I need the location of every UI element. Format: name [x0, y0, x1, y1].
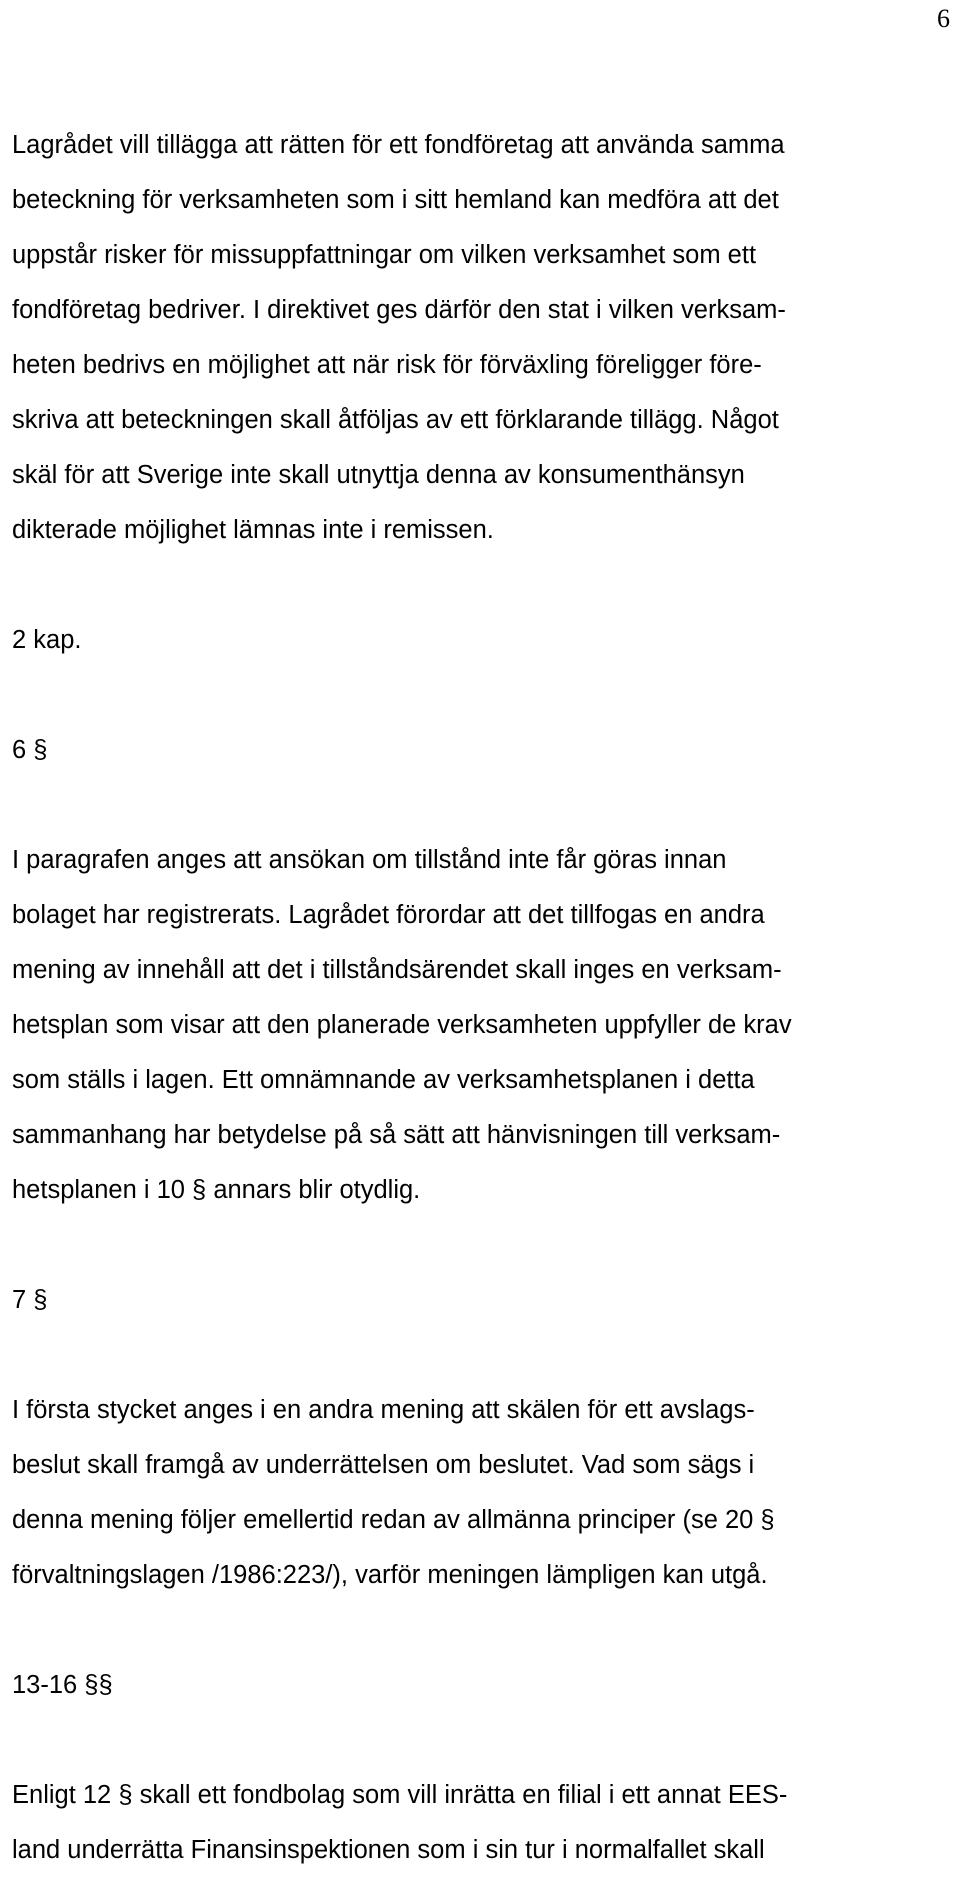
section-heading-13-16: 13-16 §§ [12, 1671, 113, 1699]
paragraph-4: Enligt 12 § skall ett fondbolag som vill inrätta en filial i ett annat EES- land underrätta Finansinspektionen som i sin tur i normalfallet skall [12, 1781, 788, 1864]
chapter-heading: 2 kap. [12, 626, 82, 654]
document-body [12, 118, 940, 1878]
paragraph-3: I första stycket anges i en andra mening att skälen för ett avslags- beslut skall framgå av underrättelsen om beslutet. Vad som sägs i denna mening följer emellertid redan av allmänna principer (se 20 § förvaltningslagen /1986:223/), varför meningen lämpligen kan utgå. [12, 1396, 775, 1589]
paragraph-spacer [12, 558, 940, 613]
paragraph-spacer [12, 778, 940, 833]
paragraph-spacer [12, 1603, 940, 1658]
paragraph-1: Lagrådet vill tillägga att rätten för ett fondföretag att använda samma beteckning för verksamheten som i sitt hemland kan medföra att det uppstår risker för missuppfattningar om vilken verksamhet som ett fondföretag bedriver. I direktivet ges därför den stat i vilken verksam- heten bedrivs en möjlighet att när risk för förväxling föreligger före- skriva att beteckningen skall åtföljas av ett förklarande tillägg. Något skäl för att Sverige inte skall utnyttja denna av konsumenthänsyn dikterade möjlighet lämnas inte i remissen. [12, 131, 786, 544]
section-heading-6: 6 § [12, 736, 48, 764]
paragraph-spacer [12, 1328, 940, 1383]
paragraph-spacer [12, 1713, 940, 1768]
page-number: 6 [937, 4, 950, 33]
section-heading-7: 7 § [12, 1286, 48, 1314]
paragraph-spacer [12, 1218, 940, 1273]
paragraph-2: I paragrafen anges att ansökan om tillstånd inte får göras innan bolaget har registrerats. Lagrådet förordar att det tillfogas en andra mening av innehåll att det i tillståndsärendet skall inges en verksam- hetsplan som visar att den planerade verksamheten uppfyller de krav som ställs i lagen. Ett omnämnande av verksamhetsplanen i detta sammanhang har betydelse på så sätt att hänvisningen till verksam- hetsplanen i 10 § annars blir otydlig. [12, 846, 792, 1204]
paragraph-spacer [12, 668, 940, 723]
